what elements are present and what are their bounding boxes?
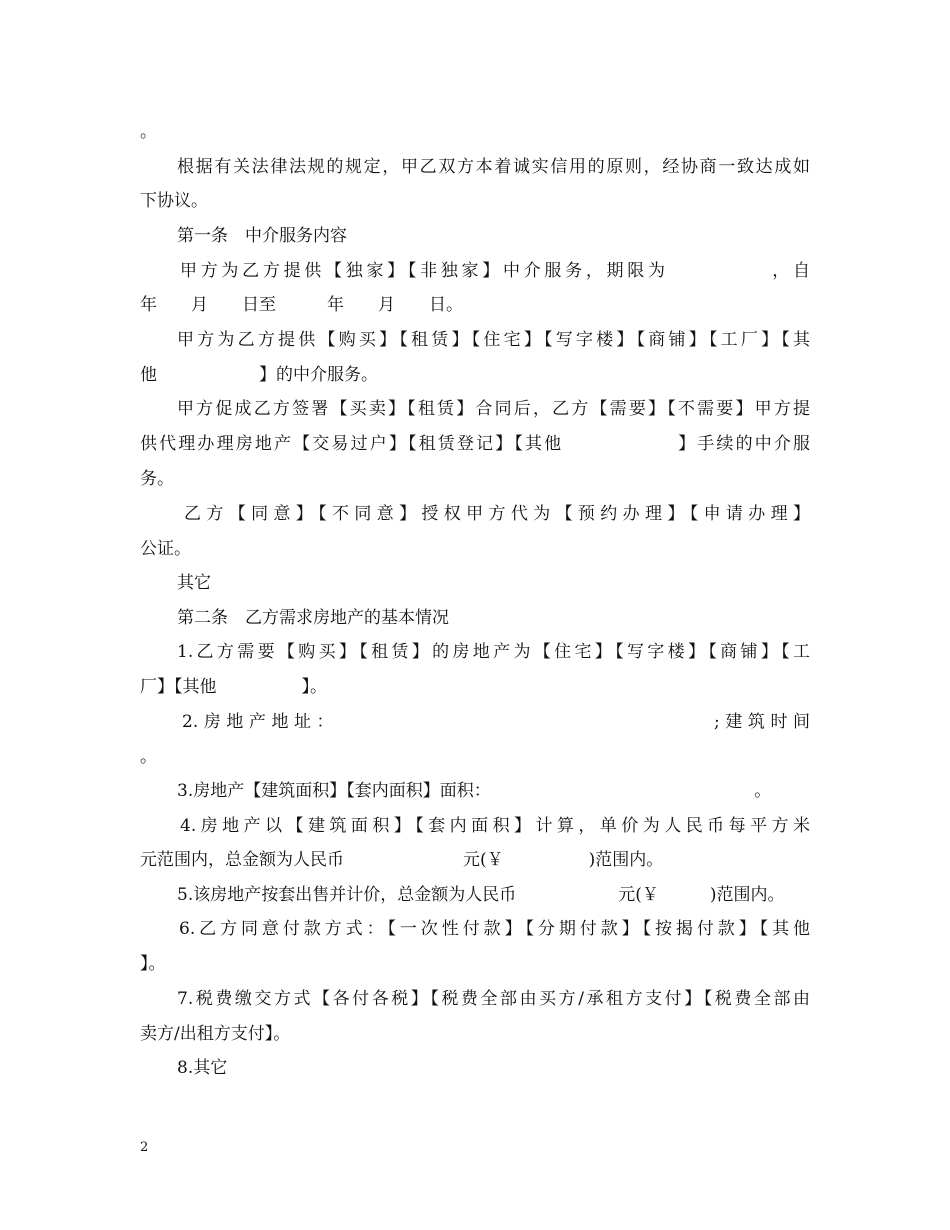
text-line-21: 4.房地产以【建筑面积】【套内面积】计算，单价为人民币每平方米 xyxy=(180,816,810,836)
text-line-19: 。 xyxy=(140,747,157,767)
text-line-7: 甲方为乙方提供【购买】【租赁】【住宅】【写字楼】【商铺】【工厂】【其 xyxy=(177,330,810,350)
text-line-27: 卖方/出租方支付】。 xyxy=(140,1024,291,1044)
text-line-8: 他 】的中介服务。 xyxy=(140,365,378,385)
text-line-14: 其它 xyxy=(177,573,211,593)
text-line-23: 5.该房地产按套出售并计价，总金额为人民币 元(￥ )范围内。 xyxy=(177,885,785,905)
text-line-22: 元范围内，总金额为人民币 元(￥ )范围内。 xyxy=(140,850,664,870)
text-line-16: 1.乙方需要【购买】【租赁】的房地产为【住宅】【写字楼】【商铺】【工 xyxy=(177,642,810,662)
text-line-25: 】。 xyxy=(140,954,166,974)
text-line-20: 3.房地产【建筑面积】【套内面积】面积： 。 xyxy=(177,781,772,801)
text-line-11: 务。 xyxy=(140,469,174,489)
page-number: 2 xyxy=(140,1140,149,1155)
text-line-3: 下协议。 xyxy=(140,191,208,211)
section-heading-1: 第一条 中介服务内容 xyxy=(177,226,347,246)
text-line-13: 公证。 xyxy=(140,539,191,559)
text-line-12: 乙方【同意】【不同意】授权甲方代为【预约办理】【申请办理】 xyxy=(184,504,810,524)
text-line-28: 8.其它 xyxy=(177,1058,228,1078)
text-line-6: 年 月 日至 年 月 日。 xyxy=(140,295,463,315)
text-line-26: 7.税费缴交方式【各付各税】【税费全部由买方/承租方支付】【税费全部由 xyxy=(177,989,810,1009)
text-line-5: 甲方为乙方提供【独家】【非独家】中介服务，期限为 ，自 xyxy=(180,261,810,281)
section-heading-2: 第二条 乙方需求房地产的基本情况 xyxy=(177,608,449,628)
text-line-1: 。 xyxy=(140,122,157,142)
text-line-17: 厂】【其他 】。 xyxy=(140,677,327,697)
text-line-24: 6.乙方同意付款方式：【一次性付款】【分期付款】【按揭付款】【其他 xyxy=(179,919,810,939)
text-line-18: 2.房地产地址： ;建筑时间 xyxy=(182,712,810,732)
text-line-9: 甲方促成乙方签署【买卖】【租赁】合同后，乙方【需要】【不需要】甲方提 xyxy=(177,399,810,419)
text-line-2: 根据有关法律法规的规定，甲乙双方本着诚实信用的原则，经协商一致达成如 xyxy=(177,157,810,177)
text-line-10: 供代理办理房地产【交易过户】【租赁登记】【其他 】手续的中介服 xyxy=(140,434,810,454)
